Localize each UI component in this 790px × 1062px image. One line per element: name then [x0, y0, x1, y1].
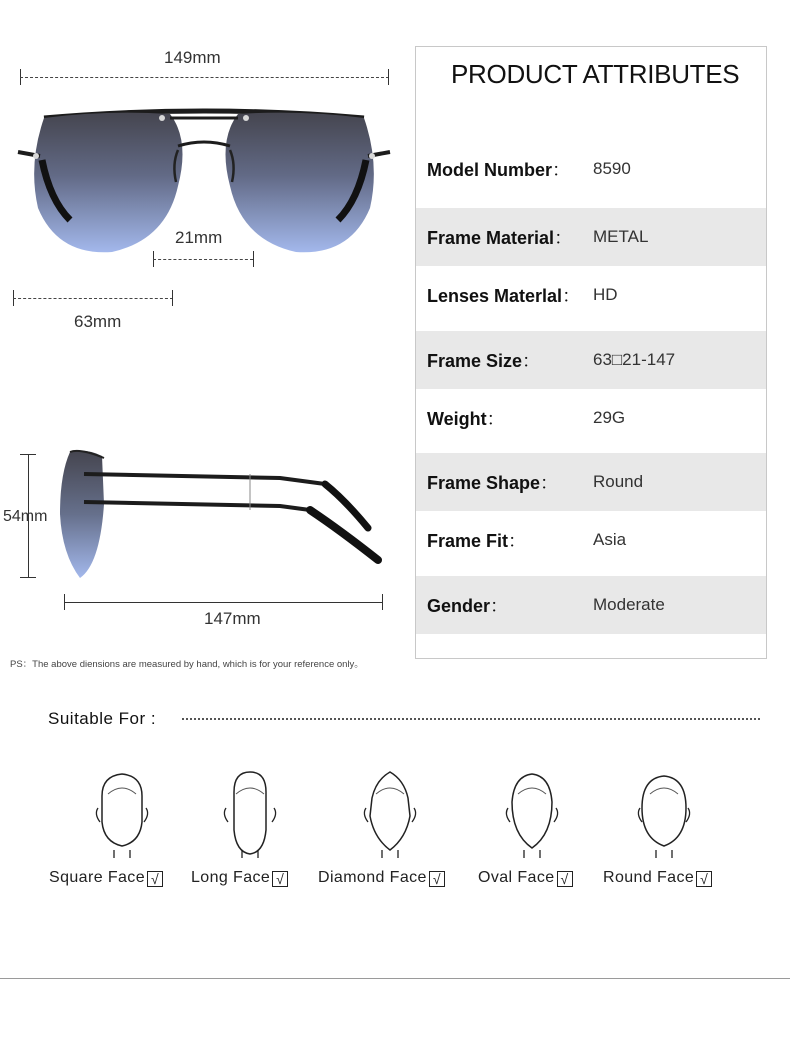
- measurement-note: PS：The above diensions are measured by hand, which is for your reference only。: [10, 659, 364, 670]
- attribute-value: HD: [593, 285, 618, 304]
- attribute-label-text: Frame Material: [427, 228, 555, 248]
- attribute-value: Moderate: [593, 595, 665, 614]
- attribute-colon: ：: [554, 228, 573, 248]
- round-face-icon: [626, 768, 704, 863]
- square-face-icon: [84, 768, 162, 863]
- dotted-divider: [182, 718, 760, 720]
- attribute-label: [427, 347, 540, 373]
- face-shape-label: [478, 869, 573, 887]
- attribute-label: [427, 282, 580, 308]
- attribute-colon: ：: [540, 473, 559, 493]
- attribute-row: [416, 453, 766, 511]
- face-shape-label: [49, 869, 163, 887]
- attribute-value: Asia: [593, 530, 627, 549]
- bridge-dimension-tick-right: [253, 251, 254, 267]
- sunglasses-side-image: [40, 444, 385, 584]
- face-shape-label-text: Oval Face: [478, 869, 555, 886]
- face-shape-label: [603, 869, 712, 887]
- attribute-colon: ：: [562, 286, 581, 306]
- attribute-row: [416, 511, 766, 569]
- checkbox-checked-icon: √: [429, 871, 445, 887]
- attribute-colon: ：: [486, 409, 505, 429]
- attribute-row: [416, 266, 766, 324]
- attribute-label: [427, 469, 558, 495]
- attribute-row: [416, 331, 766, 389]
- attribute-colon: ：: [490, 596, 509, 616]
- attribute-colon: ：: [552, 160, 571, 180]
- attribute-label: [427, 224, 572, 250]
- bridge-dimension-label: 21mm: [175, 228, 223, 247]
- checkbox-checked-icon: √: [272, 871, 288, 887]
- attribute-colon: ：: [522, 351, 541, 371]
- diamond-face-icon: [352, 768, 430, 863]
- attribute-label-text: Frame Fit: [427, 531, 509, 551]
- attribute-value: 63□21-147: [593, 350, 676, 369]
- temple-dimension-line: [64, 602, 383, 603]
- attribute-row: [416, 208, 766, 266]
- checkbox-checked-icon: √: [147, 871, 163, 887]
- attribute-row: [416, 576, 766, 634]
- product-attributes-panel: [415, 46, 767, 659]
- height-dimension-tick-bottom: [20, 577, 36, 578]
- width-dimension-line: [20, 77, 389, 78]
- lens-width-tick-right: [172, 290, 173, 306]
- attribute-value: 29G: [593, 408, 626, 427]
- temple-length-dimension-label: 147mm: [204, 609, 261, 628]
- attribute-label: [427, 405, 505, 431]
- attribute-row: [416, 389, 766, 447]
- long-face-icon: [212, 768, 290, 863]
- attribute-colon: ：: [508, 531, 527, 551]
- bridge-dimension-line: [153, 259, 253, 260]
- attribute-label-text: Model Number: [427, 160, 553, 180]
- attribute-label: [427, 592, 508, 618]
- lens-height-dimension-label: 54mm: [3, 508, 48, 525]
- attribute-label-text: Lenses Materlal: [427, 286, 563, 306]
- bottom-divider: [0, 978, 790, 979]
- oval-face-icon: [494, 768, 572, 863]
- attribute-label: [427, 156, 570, 182]
- attribute-value: 8590: [593, 159, 631, 178]
- attribute-label: [427, 527, 526, 553]
- checkbox-checked-icon: √: [557, 871, 573, 887]
- attribute-row: [416, 140, 766, 198]
- checkbox-checked-icon: √: [696, 871, 712, 887]
- width-dimension-label: 149mm: [164, 48, 221, 67]
- face-shape-label: [191, 869, 288, 887]
- width-dimension-tick-right: [388, 69, 389, 85]
- lens-width-dimension-label: 63mm: [74, 312, 122, 331]
- temple-dimension-tick-right: [382, 594, 383, 610]
- lens-width-dimension-line: [13, 298, 173, 299]
- attribute-label-text: Frame Shape: [427, 473, 541, 493]
- attribute-value: METAL: [593, 227, 649, 246]
- attribute-label-text: Weight: [427, 409, 487, 429]
- attribute-label-text: Frame Size: [427, 351, 523, 371]
- attribute-label-text: Gender: [427, 596, 491, 616]
- face-shape-label: [318, 869, 445, 887]
- face-shape-label-text: Diamond Face: [318, 869, 427, 886]
- face-shape-label-text: Round Face: [603, 869, 695, 886]
- face-shape-label-text: Long Face: [191, 869, 271, 886]
- face-shape-label-text: Square Face: [49, 869, 146, 886]
- attributes-title: PRODUCT ATTRIBUTES: [451, 59, 740, 89]
- suitable-for-title: Suitable For :: [48, 709, 157, 728]
- attribute-value: Round: [593, 472, 644, 491]
